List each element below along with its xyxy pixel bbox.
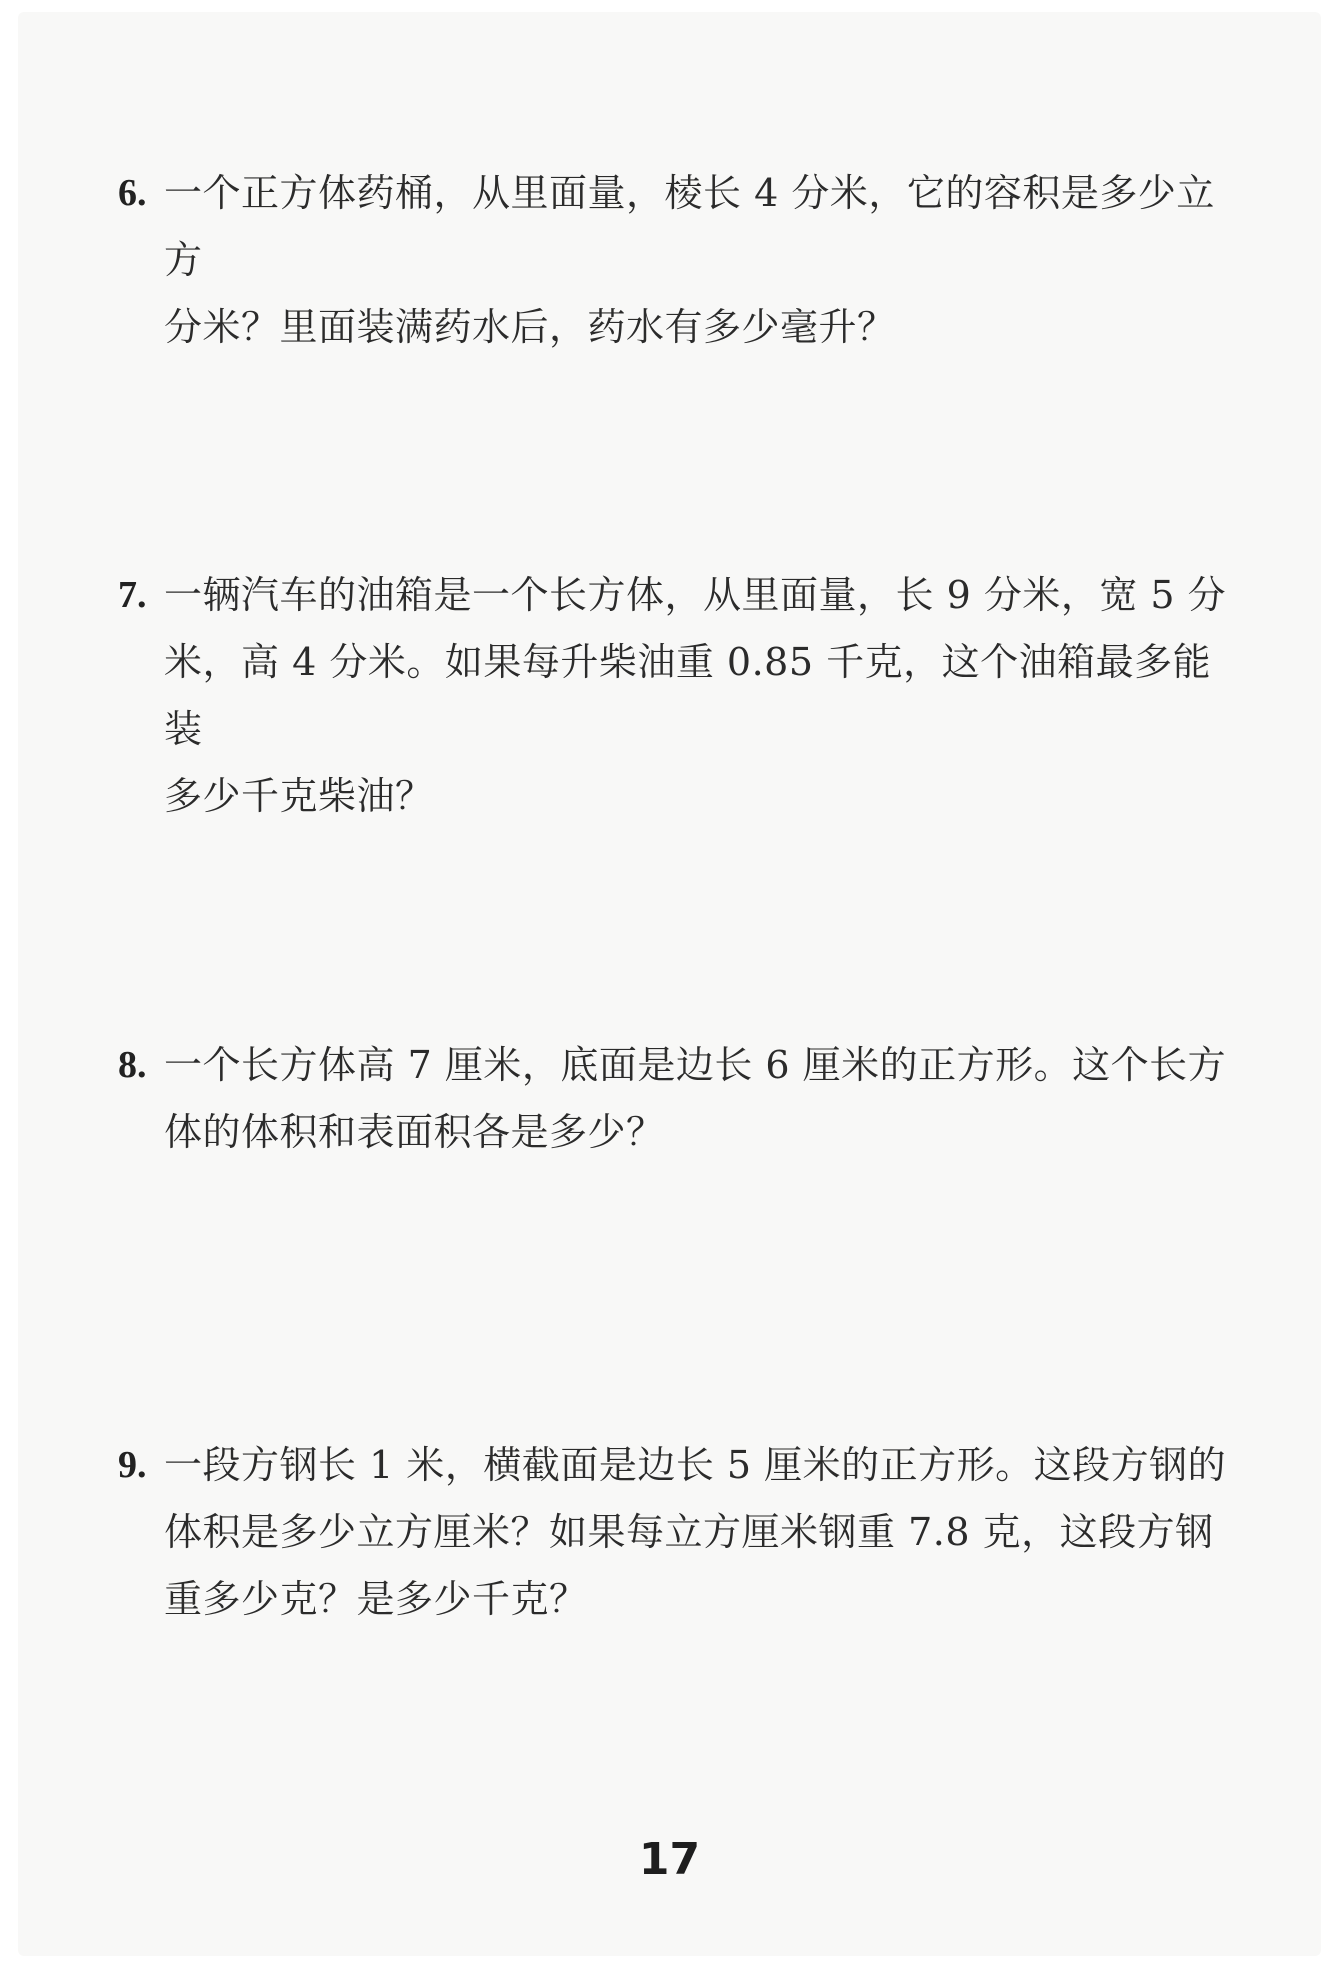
problem-number: 6. xyxy=(118,172,147,214)
problem-text: 一段方钢长 1 米，横截面是边长 5 厘米的正方形。这段方钢的 体积是多少立方厘米？如果每立方厘米钢重 7.8 克，这段方钢 重多少克？是多少千克？ xyxy=(164,1443,1227,1621)
problem-text: 一个正方体药桶，从里面量，棱长 4 分米，它的容积是多少立方 分米？里面装满药水后，药水有多少毫升？ xyxy=(164,171,1215,349)
problem-number: 7. xyxy=(118,574,147,616)
problem-9 xyxy=(118,1432,1228,1633)
problem-8 xyxy=(118,1032,1228,1166)
problem-text: 一辆汽车的油箱是一个长方体，从里面量，长 9 分米，宽 5 分 米，高 4 分米。如果每升柴油重 0.85 千克，这个油箱最多能装 多少千克柴油？ xyxy=(164,573,1227,818)
problem-number: 8. xyxy=(118,1044,147,1086)
problem-number: 9. xyxy=(118,1444,147,1486)
page-number: 17 xyxy=(638,1834,701,1885)
problem-7 xyxy=(118,562,1228,830)
problem-text: 一个长方体高 7 厘米，底面是边长 6 厘米的正方形。这个长方 体的体积和表面积各是多少？ xyxy=(164,1043,1227,1154)
worksheet-page xyxy=(18,12,1321,1956)
problem-6 xyxy=(118,160,1228,361)
